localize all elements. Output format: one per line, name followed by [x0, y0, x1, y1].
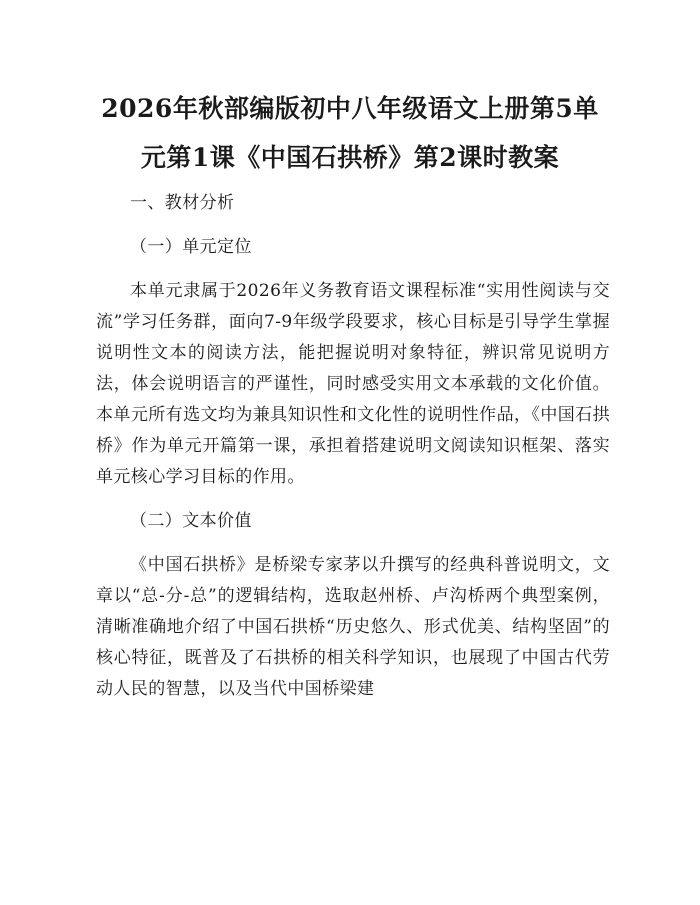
title-line-1: 2026年秋部编版初中八年级语文上册第5单 [101, 94, 599, 123]
document-title [84, 84, 616, 182]
title-line-2: 元第1课《中国石拱桥》第2课时教案 [140, 143, 560, 172]
subsection-heading-text-value: （二）文本价值 [130, 511, 252, 531]
section-heading-teaching-material-analysis: 一、教材分析 [130, 193, 235, 213]
paragraph-unit-positioning: 本单元隶属于2026年义务教育语文课程标准“实用性阅读与交流”学习任务群，面向7-9年级学段要求，核心目标是引导学生掌握说明性文本的阅读方法，能把握说明对象特征，辨识常见说明方法，体会说明语言的严谨性，同时感受实用文本承载的文化价值。本单元所有选文均为兼具知识性和文化性的说明性作品，《中国石拱桥》作为单元开篇第一课，承担着搭建说明文阅读知识框架、落实单元核心学习目标的作用。 [96, 281, 610, 487]
paragraph-text-value: 《中国石拱桥》是桥梁专家茅以升撰写的经典科普说明文，文章以“总-分-总”的逻辑结构，选取赵州桥、卢沟桥两个典型案例，清晰准确地介绍了中国石拱桥“历史悠久、形式优美、结构坚固”的核心特征，既普及了石拱桥的相关科学知识，也展现了中国古代劳动人民的智慧，以及当代中国桥梁建 [96, 555, 610, 699]
subsection-heading-unit-positioning: （一）单元定位 [130, 237, 252, 257]
document-body [96, 188, 610, 718]
